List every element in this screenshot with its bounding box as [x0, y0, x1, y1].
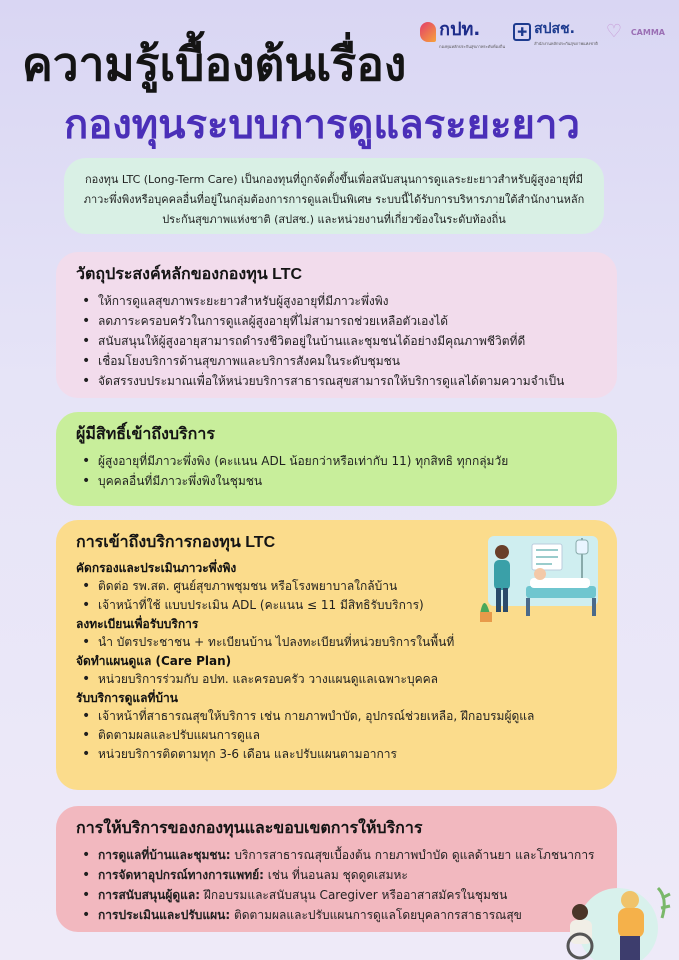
nhso-logo — [513, 18, 598, 47]
list-item — [76, 885, 597, 905]
list-item: • เจ้าหน้าที่สาธารณสุขให้บริการ เช่น กายภาพบำบัด, อุปกรณ์ช่วยเหลือ, ฝึกอบรมผู้ดูแล — [76, 707, 597, 726]
access-section-title: รับบริการดูแลที่บ้าน — [76, 691, 178, 705]
list-item: • หน่วยบริการร่วมกับ อปท. และครอบครัว วางแผนดูแลเฉพาะบุคคล — [76, 670, 597, 689]
eligibility-card — [56, 412, 617, 506]
kpt-logo-mark — [420, 22, 436, 42]
service-text: ฝึกอบรมและสนับสนุน Caregiver หรืออาสาสมัครในชุมชน — [200, 888, 508, 902]
service-label: การดูแลที่บ้านและชุมชน: — [98, 848, 231, 862]
logo-bar — [420, 14, 665, 50]
access-section-list — [76, 670, 597, 689]
list-item: • ติดต่อ รพ.สต. ศูนย์สุขภาพชุมชน หรือโรงพยาบาลใกล้บ้าน — [76, 577, 597, 596]
access-section-title: จัดทำแผนดูแล (Care Plan) — [76, 654, 232, 668]
nurse-bedside-illustration — [478, 530, 612, 626]
kpt-logo — [420, 14, 505, 50]
list-item: • ติดตามผลและปรับแผนการดูแล — [76, 726, 597, 745]
list-item: • ลดภาระครอบครัวในการดูแลผู้สูงอายุที่ไม่สามารถช่วยเหลือตัวเองได้ — [76, 311, 597, 331]
nhso-logo-text: สปสช. — [534, 20, 575, 37]
access-section-title: ลงทะเบียนเพื่อรับบริการ — [76, 617, 199, 631]
camma-logo — [606, 22, 665, 42]
camma-logo-text: CAMMA — [630, 27, 665, 37]
nhso-logo-subtext: สำนักงานหลักประกันสุขภาพแห่งชาติ — [534, 40, 598, 46]
kpt-logo-subtext: กองทุนหลักประกันสุขภาพระดับท้องถิ่น — [439, 44, 506, 49]
list-item: • เจ้าหน้าที่ใช้ แบบประเมิน ADL (คะแนน ≤ 11 มีสิทธิรับบริการ) — [76, 596, 597, 615]
list-item: • จัดสรรงบประมาณเพื่อให้หน่วยบริการสาธารณสุขสามารถให้บริการดูแลได้ตามความจำเป็น — [76, 371, 597, 391]
access-section-list — [76, 707, 597, 764]
page-subtitle: กองทุนระบบการดูแลระยะยาว — [64, 103, 580, 147]
intro-text: กองทุน LTC (Long-Term Care) เป็นกองทุนที่ถูกจัดตั้งขึ้นเพื่อสนับสนุนการดูแลระยะยาวสำหรับผู้สูงอายุที่มีภาวะพึ่งพิงหรือบุคคลอื่นที่อยู่ในกลุ่มต้องการการดูแลเป็นพิเศษ ระบบนี้ได้รับการบริหารภายใต้สำนักงานหลักประกันสุขภาพแห่งชาติ (สปสช.) และหน่วยงานที่เกี่ยวข้องในระดับท้องถิ่น — [83, 173, 585, 226]
access-section-list — [76, 633, 597, 652]
service-text: บริการสาธารณสุขเบื้องต้น กายภาพบำบัด ดูแลด้านยา และโภชนาการ — [230, 848, 595, 862]
service-label: การสนับสนุนผู้ดูแล: — [98, 888, 201, 902]
list-item — [76, 865, 597, 885]
purpose-list — [76, 291, 597, 391]
intro-box — [64, 158, 604, 234]
purpose-heading: วัตถุประสงค์หลักของกองทุน LTC — [76, 266, 303, 283]
list-item: • สนับสนุนให้ผู้สูงอายุสามารถดำรงชีวิตอยู่ในบ้านและชุมชนได้อย่างมีคุณภาพชีวิตที่ดี — [76, 331, 597, 351]
page-title: ความรู้เบื้องต้นเรื่อง — [22, 38, 407, 90]
list-item: • บุคคลอื่นที่มีภาวะพึ่งพิงในชุมชน — [76, 471, 597, 491]
services-list — [76, 845, 597, 925]
list-item: • นำ บัตรประชาชน + ทะเบียนบ้าน ไปลงทะเบียนที่หน่วยบริการในพื้นที่ — [76, 633, 597, 652]
list-item: • ผู้สูงอายุที่มีภาวะพึ่งพิง (คะแนน ADL น้อยกว่าหรือเท่ากับ 11) ทุกสิทธิ ทุกกลุ่มวัย — [76, 451, 597, 471]
list-item: • หน่วยบริการติดตามทุก 3-6 เดือน และปรับแผนตามอาการ — [76, 745, 597, 764]
services-heading: การให้บริการของกองทุนและขอบเขตการให้บริการ — [76, 820, 423, 837]
service-label: การประเมินและปรับแผน: — [98, 908, 231, 922]
services-card — [56, 806, 617, 932]
list-item — [76, 905, 597, 925]
purpose-card — [56, 252, 617, 398]
list-item: • ให้การดูแลสุขภาพระยะยาวสำหรับผู้สูงอายุที่มีภาวะพึ่งพิง — [76, 291, 597, 311]
service-label: การจัดหาอุปกรณ์ทางการแพทย์: — [98, 868, 264, 882]
caregiver-illustration — [558, 878, 679, 960]
list-item: • เชื่อมโยงบริการด้านสุขภาพและบริการสังคมในระดับชุมชน — [76, 351, 597, 371]
access-heading: การเข้าถึงบริการกองทุน LTC — [76, 534, 276, 551]
list-item — [76, 845, 597, 865]
service-text: เช่น ที่นอนลม ชุดดูดเสมหะ — [263, 868, 408, 882]
service-text: ติดตามผลและปรับแผนการดูแลโดยบุคลากรสาธารณสุข — [230, 908, 522, 922]
nhso-logo-mark: ✚ — [513, 23, 531, 41]
access-section-title: คัดกรองและประเมินภาวะพึ่งพิง — [76, 561, 237, 575]
eligibility-list — [76, 451, 597, 491]
kpt-logo-text: กปท. — [439, 19, 481, 40]
eligibility-heading: ผู้มีสิทธิ์เข้าถึงบริการ — [76, 426, 215, 443]
heart-icon: ♡ — [605, 21, 622, 42]
